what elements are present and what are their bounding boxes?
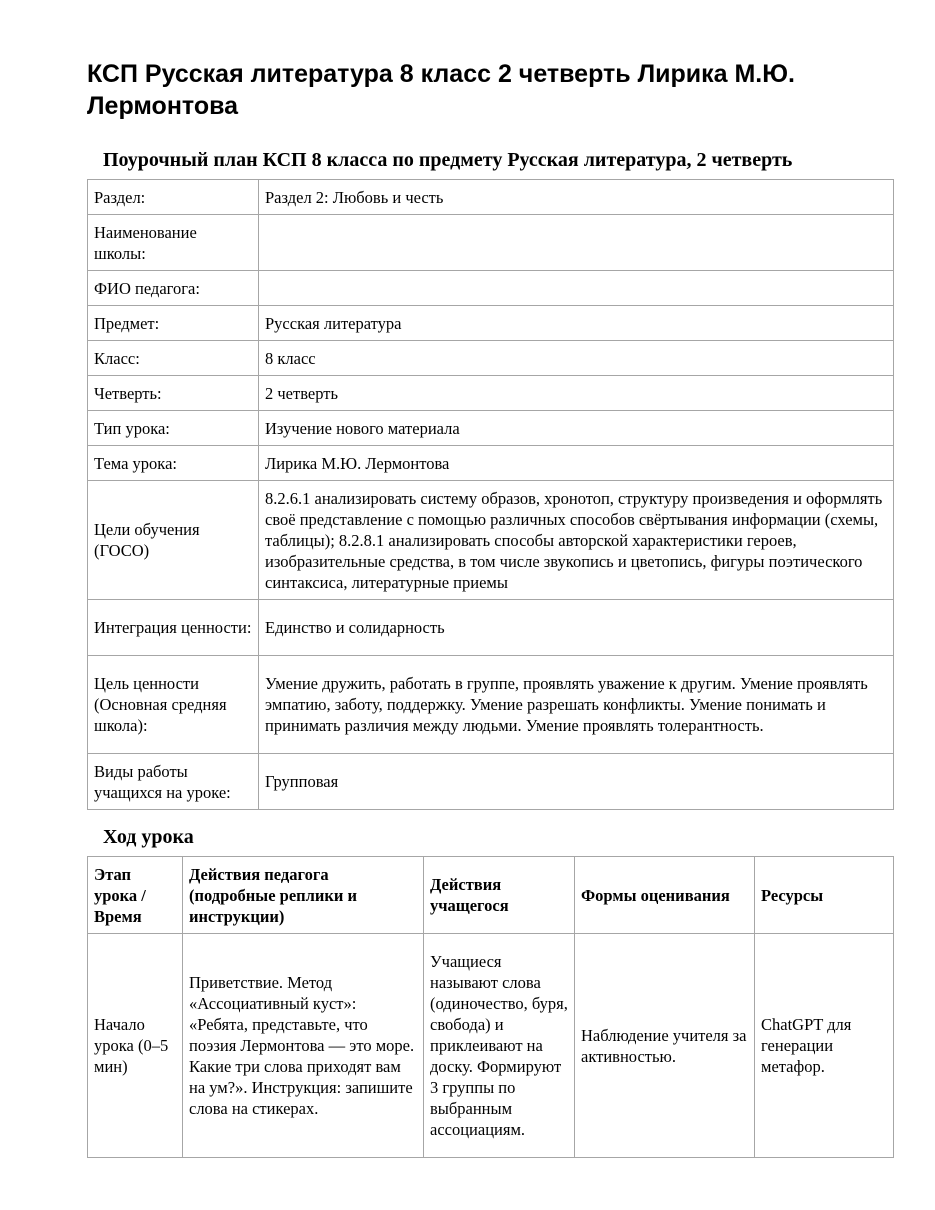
row-label: Цель ценности (Основная средняя школа):: [88, 656, 259, 754]
table-row: [88, 180, 894, 215]
row-value: 8 класс: [259, 341, 894, 376]
table-row: [88, 600, 894, 656]
teacher-actions-cell: Приветствие. Метод «Ассоциативный куст»: «Ребята, представьте, что поэзия Лермонтова — это море. Какие три слова приходят вам на ум?». Инструкция: запишите слова на стикерах.: [183, 934, 424, 1158]
row-value: 2 четверть: [259, 376, 894, 411]
table-row: [88, 446, 894, 481]
column-header-teacher-actions: Действия педагога (подробные реплики и инструкции): [183, 857, 424, 934]
column-header-stage: Этап урока / Время: [88, 857, 183, 934]
row-value: Изучение нового материала: [259, 411, 894, 446]
table-row: [88, 481, 894, 600]
row-value: [259, 271, 894, 306]
row-value: Раздел 2: Любовь и честь: [259, 180, 894, 215]
lesson-progress-table: [87, 856, 894, 1158]
row-label: ФИО педагога:: [88, 271, 259, 306]
row-label: Интеграция ценности:: [88, 600, 259, 656]
row-label: Класс:: [88, 341, 259, 376]
table-row: [88, 376, 894, 411]
row-label: Тип урока:: [88, 411, 259, 446]
row-label: Виды работы учащихся на уроке:: [88, 754, 259, 810]
row-value: Умение дружить, работать в группе, проявлять уважение к другим. Умение проявлять эмпатию, заботу, поддержку. Умение разрешать конфликты. Умение понимать и принимать различия между людьми. Умение проявлять толерантность.: [259, 656, 894, 754]
lesson-info-table: [87, 179, 894, 810]
resources-cell: ChatGPT для генерации метафор.: [755, 934, 894, 1158]
table-row: [88, 656, 894, 754]
student-actions-cell: Учащиеся называют слова (одиночество, буря, свобода) и приклеивают на доску. Формируют 3 группы по выбранным ассоциациям.: [424, 934, 575, 1158]
row-value: 8.2.6.1 анализировать систему образов, хронотоп, структуру произведения и оформлять своё представление с помощью различных способов свёртывания информации (схемы, таблицы); 8.2.8.1 анализировать способы авторской характеристики героев, изобразительные средства, в том числе звукопись и цветопись, фигуры поэтического синтаксиса, литературные приемы: [259, 481, 894, 600]
table-row: [88, 271, 894, 306]
column-header-student-actions: Действия учащегося: [424, 857, 575, 934]
row-value: Русская литература: [259, 306, 894, 341]
row-value: Групповая: [259, 754, 894, 810]
table-header-row: [88, 857, 894, 934]
table-row: [88, 411, 894, 446]
row-value: Лирика М.Ю. Лермонтова: [259, 446, 894, 481]
page-title: КСП Русская литература 8 класс 2 четверть Лирика М.Ю. Лермонтова: [87, 60, 795, 120]
column-header-resources: Ресурсы: [755, 857, 894, 934]
lesson-heading: Ход урока: [103, 826, 194, 848]
row-value: Единство и солидарность: [259, 600, 894, 656]
row-label: Тема урока:: [88, 446, 259, 481]
row-label: Четверть:: [88, 376, 259, 411]
column-header-assessment: Формы оценивания: [575, 857, 755, 934]
table-row: [88, 754, 894, 810]
plan-heading: Поурочный план КСП 8 класса по предмету Русская литература, 2 четверть: [103, 149, 793, 171]
table-row: [88, 215, 894, 271]
row-label: Цели обучения (ГОСО): [88, 481, 259, 600]
row-value: [259, 215, 894, 271]
stage-cell: Начало урока (0–5 мин): [88, 934, 183, 1158]
table-row: [88, 306, 894, 341]
table-row: [88, 341, 894, 376]
row-label: Предмет:: [88, 306, 259, 341]
table-row: [88, 934, 894, 1158]
row-label: Наименование школы:: [88, 215, 259, 271]
row-label: Раздел:: [88, 180, 259, 215]
assessment-cell: Наблюдение учителя за активностью.: [575, 934, 755, 1158]
